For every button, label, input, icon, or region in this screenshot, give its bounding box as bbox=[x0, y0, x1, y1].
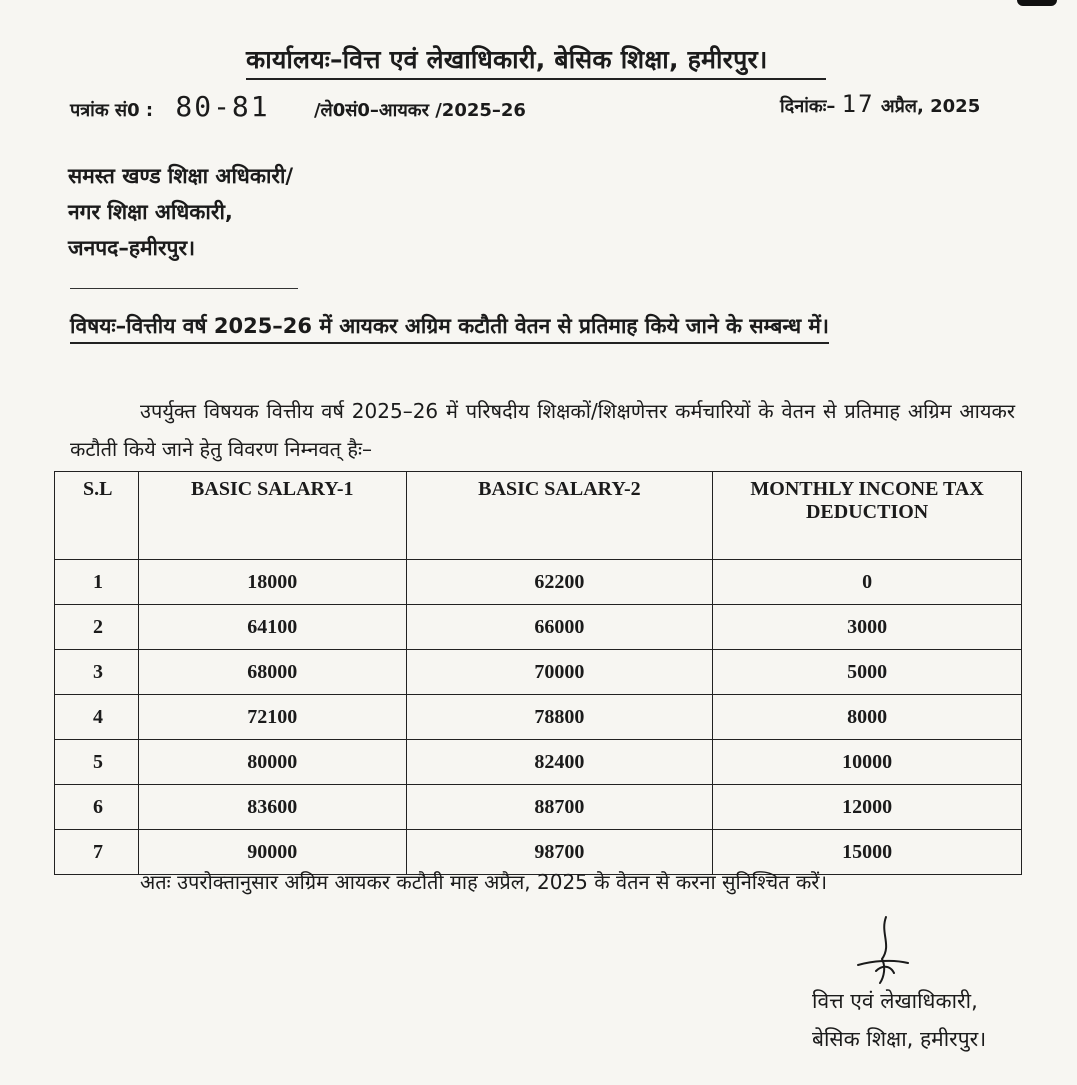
cell-sl: 6 bbox=[55, 785, 139, 830]
closing-instruction: अतः उपरोक्तानुसार अग्रिम आयकर कटौती माह अप्रैल, 2025 के वेतन से करना सुनिश्चित करें। bbox=[140, 870, 828, 894]
table-row bbox=[55, 740, 1022, 785]
cell-basic-salary-1: 68000 bbox=[138, 650, 406, 695]
ref-number-handwritten: 80-81 bbox=[175, 90, 270, 123]
table-row bbox=[55, 605, 1022, 650]
table-row bbox=[55, 560, 1022, 605]
date-handwritten: 17 bbox=[841, 90, 875, 118]
cell-basic-salary-1: 83600 bbox=[138, 785, 406, 830]
date-line bbox=[780, 90, 980, 118]
cell-basic-salary-1: 80000 bbox=[138, 740, 406, 785]
header-sl: S.L bbox=[55, 472, 139, 560]
cell-sl: 7 bbox=[55, 830, 139, 875]
body-text: उपर्युक्त विषयक वित्तीय वर्ष 2025–26 में परिषदीय शिक्षकों/शिक्षणेत्तर कर्मचारियों के वेतन से प्रतिमाह अग्रिम आयकर कटौती किये जाने हेतु विवरण निम्नवत् हैः– bbox=[70, 399, 1015, 461]
cell-basic-salary-2: 70000 bbox=[406, 650, 713, 695]
signature-mark bbox=[852, 915, 912, 985]
cell-tax-deduction: 8000 bbox=[713, 695, 1022, 740]
cell-tax-deduction: 12000 bbox=[713, 785, 1022, 830]
date-label: दिनांकः– bbox=[780, 96, 836, 117]
cell-tax-deduction: 10000 bbox=[713, 740, 1022, 785]
table-header-row bbox=[55, 472, 1022, 560]
cell-sl: 1 bbox=[55, 560, 139, 605]
cell-basic-salary-2: 66000 bbox=[406, 605, 713, 650]
cell-tax-deduction: 3000 bbox=[713, 605, 1022, 650]
cell-tax-deduction: 15000 bbox=[713, 830, 1022, 875]
table-row bbox=[55, 650, 1022, 695]
cell-basic-salary-2: 98700 bbox=[406, 830, 713, 875]
body-paragraph bbox=[70, 392, 1015, 468]
addressee-block bbox=[68, 158, 293, 266]
header-basic-salary-1: BASIC SALARY-1 bbox=[138, 472, 406, 560]
table-row bbox=[55, 785, 1022, 830]
cell-tax-deduction: 0 bbox=[713, 560, 1022, 605]
cell-basic-salary-2: 88700 bbox=[406, 785, 713, 830]
table-row bbox=[55, 695, 1022, 740]
cell-basic-salary-1: 18000 bbox=[138, 560, 406, 605]
addressee-line-1: समस्त खण्ड शिक्षा अधिकारी/ bbox=[68, 164, 294, 188]
date-suffix: अप्रैल, 2025 bbox=[880, 96, 981, 117]
cell-basic-salary-1: 64100 bbox=[138, 605, 406, 650]
cell-basic-salary-2: 82400 bbox=[406, 740, 713, 785]
cell-sl: 5 bbox=[55, 740, 139, 785]
addressee-line-3: जनपद–हमीरपुर। bbox=[68, 236, 196, 260]
cell-sl: 2 bbox=[55, 605, 139, 650]
signatory-line-1: वित्त एवं लेखाधिकारी, bbox=[812, 989, 978, 1013]
cell-sl: 4 bbox=[55, 695, 139, 740]
ref-suffix: /ले0सं0–आयकर /2025–26 bbox=[313, 100, 526, 121]
tax-deduction-table bbox=[54, 471, 1022, 875]
addressee-divider bbox=[70, 288, 298, 289]
subject-line: विषयः–वित्तीय वर्ष 2025–26 में आयकर अग्रिम कटौती वेतन से प्रतिमाह किये जाने के सम्बन्ध में। bbox=[70, 312, 829, 344]
cell-basic-salary-1: 72100 bbox=[138, 695, 406, 740]
cell-basic-salary-2: 62200 bbox=[406, 560, 713, 605]
addressee-line-2: नगर शिक्षा अधिकारी, bbox=[68, 200, 233, 224]
scan-corner-mark bbox=[1017, 0, 1057, 6]
cell-basic-salary-2: 78800 bbox=[406, 695, 713, 740]
header-monthly-tax: MONTHLY INCONE TAX DEDUCTION bbox=[713, 472, 1022, 560]
cell-basic-salary-1: 90000 bbox=[138, 830, 406, 875]
title-underline bbox=[246, 78, 826, 80]
reference-line bbox=[70, 90, 526, 123]
ref-label: पत्रांक सं0 : bbox=[70, 100, 154, 121]
office-title: कार्यालयः–वित्त एवं लेखाधिकारी, बेसिक शिक्षा, हमीरपुर। bbox=[246, 45, 768, 74]
signatory-block bbox=[812, 982, 986, 1058]
cell-sl: 3 bbox=[55, 650, 139, 695]
signatory-line-2: बेसिक शिक्षा, हमीरपुर। bbox=[812, 1027, 987, 1051]
header-basic-salary-2: BASIC SALARY-2 bbox=[406, 472, 713, 560]
cell-tax-deduction: 5000 bbox=[713, 650, 1022, 695]
